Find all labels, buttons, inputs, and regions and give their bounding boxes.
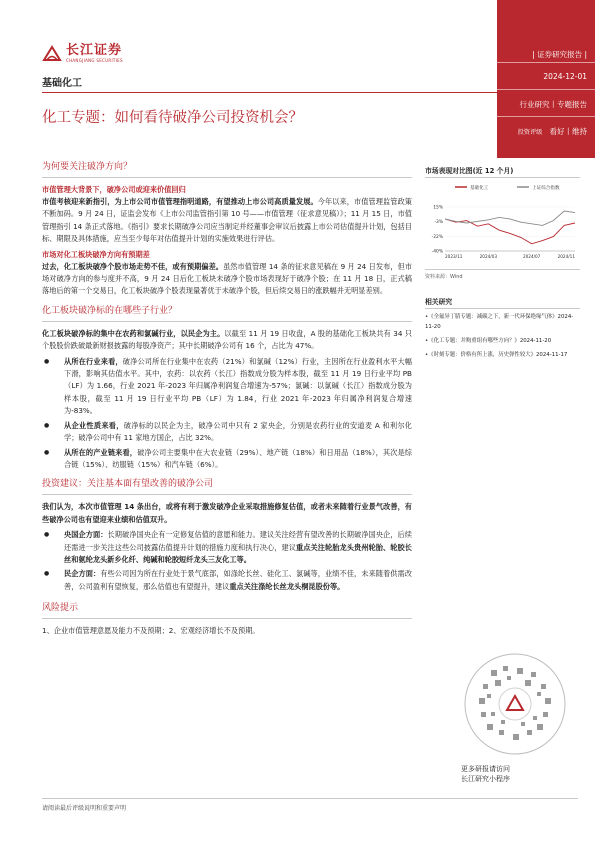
y-tick-label: -40% — [431, 249, 443, 255]
bullet-text: 破净公司主要集中在大农业链（29%）、地产链（18%）和日用品（18%），其次是综合链（15%）、纺服链（15%）和汽车链（6%）。 — [64, 447, 412, 469]
paragraph-body: 今年以来，市值管理监管政策不断加码。9 月 24 日，证监会发布《上市公司监管指引第 10 号——市值管理（征求意见稿）》；11 月 15 日，市值管理指引 14 条正式落地。《指引》要求长期破净公司应当制定并经董事会审议后披露上市公司估值提升计划，包括目标、期限及具体措施，应当至少每年对估值提升计划的实施效果进行评估。 — [42, 197, 412, 244]
brand-name-en: CHANGJIANG SECURITIES — [66, 58, 123, 63]
bullet-item — [42, 447, 412, 472]
section-rule — [42, 618, 412, 619]
bullet-lead: 从所在行业来看， — [64, 356, 123, 366]
bullet-item — [42, 420, 412, 445]
bullet-text: 长期破净国央企有一定修复估值的意愿和能力。建议关注经营有望改善的长期破净国央企，后续还需进一步关注这些公司披露估值提升计划的措施力度和执行决心，建议 — [64, 530, 412, 552]
bullet-emphasis: 重点关注涤纶长丝龙头桐昆股份等。 — [229, 581, 345, 591]
qr-caption-line: 更多研报请访问 — [461, 765, 510, 773]
section-rule — [42, 321, 412, 322]
qr-caption — [461, 764, 510, 784]
paragraph-lead: 过去，化工板块破净个股市场走势不佳，或有预期偏差。 — [42, 261, 224, 271]
investment-rating — [518, 126, 587, 137]
paragraph — [42, 196, 412, 246]
band-divider — [497, 62, 595, 63]
y-tick-label: 15% — [433, 205, 443, 211]
band-divider — [497, 116, 595, 117]
bullet-item — [42, 529, 412, 566]
related-item[interactable]: •《化工专题：并购重组有哪些方向？》2024-11-20 — [425, 338, 552, 344]
industry-category: 基础化工 — [42, 78, 82, 89]
band-label: | 证券研究报告 | — [532, 50, 587, 59]
bullet-item — [42, 356, 412, 418]
footer-rule — [42, 798, 578, 799]
section-heading: 投资建议：关注基本面有望改善的破净公司 — [42, 479, 214, 490]
qr-caption-line: 长江研究小程序 — [461, 775, 510, 783]
band-divider — [497, 89, 595, 90]
chart-rule — [425, 269, 580, 270]
paragraph-lead: 市值考核迎来新指引，为上市公司市值管理指明道路，有望推动上市公司高质量发展。 — [42, 197, 318, 206]
report-date: 2024-12-01 — [543, 72, 587, 81]
bullet-item — [42, 568, 412, 593]
related-item[interactable]: •《时刻专题：价格有所上涨，历史弹性较大》2024-11-17 — [425, 352, 568, 358]
subsection-heading: 市值管理大背景下，破净公司或迎来价值回归 — [42, 185, 186, 194]
bullet-lead: 从所在的产业链来看， — [64, 447, 138, 457]
mini-program-qr-icon[interactable] — [461, 650, 569, 758]
category-rule — [42, 92, 497, 93]
paragraph-body: 虽然市值管理 14 条的征求意见稿在 9 月 24 日发布，但市场对破净方向的参与度并不高，9 月 24 日后化工板块未破净个股市场表现好于破净个股；在 11 月 18 日，正式稿落地后的第一个交易日，化工板块破净个股表现量著优于未破净个股，但后续交易日的涨跌幅并无明显差别。 — [42, 261, 412, 296]
subsection-heading: 市场对化工板块破净方向有预期差 — [42, 249, 150, 259]
bullet-lead: 央国企方面： — [64, 530, 108, 540]
bullet-text: 破净公司所在行业集中在农药（21%）和氯碱（12%）行业，主因所在行业盈利水平大幅下滑，影响其估值水平。其中，农药：以农药（长江）指数成分股为样本股，截至 11 月 19 日行业平均 PB（LF）为 1.66，行业 2021 年-2023 年归属净利润复合增速为-57%；氯碱：以氯碱（长江）指数成分股为样本股，截至 11 月 19 日行业平均 PB（LF）为 1.84，行业 2021 年-2023 年归属净利润复合增速为-83%。 — [64, 356, 412, 416]
bullet-text: 有些公司因为所在行业处于景气底部，如涤纶长丝、硅化工、氯碱等，业绩不佳，未来随着供需改善，公司盈利有望恢复，那么估值也有望提升，建议 — [64, 569, 412, 591]
section-rule — [42, 494, 412, 495]
chart-title: 市场表现对比图(近 12 个月) — [425, 167, 514, 175]
related-rule — [425, 308, 580, 309]
bullet-emphasis: 重点关注轮胎龙头贵州轮胎、轮胶长丝和氨纶龙头新乡化纤、纯碱和轮胶短纤龙头三友化工等。 — [64, 542, 412, 564]
chart-source: 资料来源：Wind — [425, 274, 463, 280]
x-tick-label: 2024/03 — [479, 254, 498, 259]
section-heading: 化工板块破净标的在哪些子行业？ — [42, 305, 178, 316]
footer-disclaimer: 请阅读最后评级说明和重要声明 — [42, 805, 127, 812]
related-item[interactable]: •《全氟异丁腈专题：减碳之下，新一代环保绝缘气体》2024-11-20 — [425, 314, 574, 330]
bullet-text: 破净标的以民企为主，破净公司中只有 2 家央企，分别是农药行业的安道麦 A 和利尔化学；破净公司中有 11 家地方国企，占比 32%。 — [64, 420, 412, 443]
x-tick-label: 2024/11 — [557, 254, 575, 259]
series-line — [445, 211, 575, 225]
legend-label: 上证综合指数 — [532, 186, 560, 191]
chart-rule — [425, 177, 580, 178]
paragraph-lead: 化工板块破净标的集中在农药和氯碱行业，以民企为主。 — [42, 328, 225, 338]
section-heading: 为何要关注破净方向？ — [42, 162, 133, 172]
x-tick-label: 2023/11 — [445, 254, 463, 259]
risk-text: 1、企业市值管理意愿及能力不及预期；2、宏观经济增长不及预期。 — [42, 626, 260, 636]
related-title: 相关研究 — [425, 298, 453, 306]
related-research — [425, 296, 580, 364]
rating-label: 投资评级 — [517, 129, 543, 136]
brand-name-cn: 长江证券 — [66, 43, 123, 58]
y-tick-label: -3% — [434, 219, 443, 225]
x-tick-label: 2024/07 — [522, 254, 541, 259]
legend-label: 基础化工 — [470, 186, 489, 191]
y-tick-label: -22% — [431, 235, 443, 241]
market-performance-chart — [425, 181, 580, 263]
bullet-lead: 从企业性质来看， — [64, 420, 124, 430]
paragraph — [42, 261, 412, 298]
brand-logo — [42, 42, 152, 66]
main-content — [42, 160, 412, 641]
rating-value: 看好丨维持 — [549, 127, 587, 136]
paragraph-body: 以截至 11 月 19 日收盘，A 股的基础化工板块共有 34 只个股股价跌破最新财报披露的每股净资产；其中长期破净公司有 16 个，占比为 47%。 — [42, 328, 412, 351]
report-type: 行业研究丨专题报告 — [519, 100, 587, 109]
paragraph — [42, 328, 412, 353]
market-chart-panel — [425, 165, 580, 280]
bullet-lead: 民企方面： — [64, 569, 101, 579]
section-rule — [42, 177, 412, 178]
report-title: 化工专题：如何看待破净公司投资机会？ — [42, 110, 303, 126]
section-heading: 风险提示 — [42, 603, 79, 614]
paragraph-lead: 我们认为，本次市值管理 14 条出台，或将有利于激发破净企业采取措施修复估值，或者未来随着行业景气改善，有些破净公司也有望迎来业绩和估值双升。 — [42, 502, 412, 524]
brand-mark-icon — [42, 44, 62, 64]
